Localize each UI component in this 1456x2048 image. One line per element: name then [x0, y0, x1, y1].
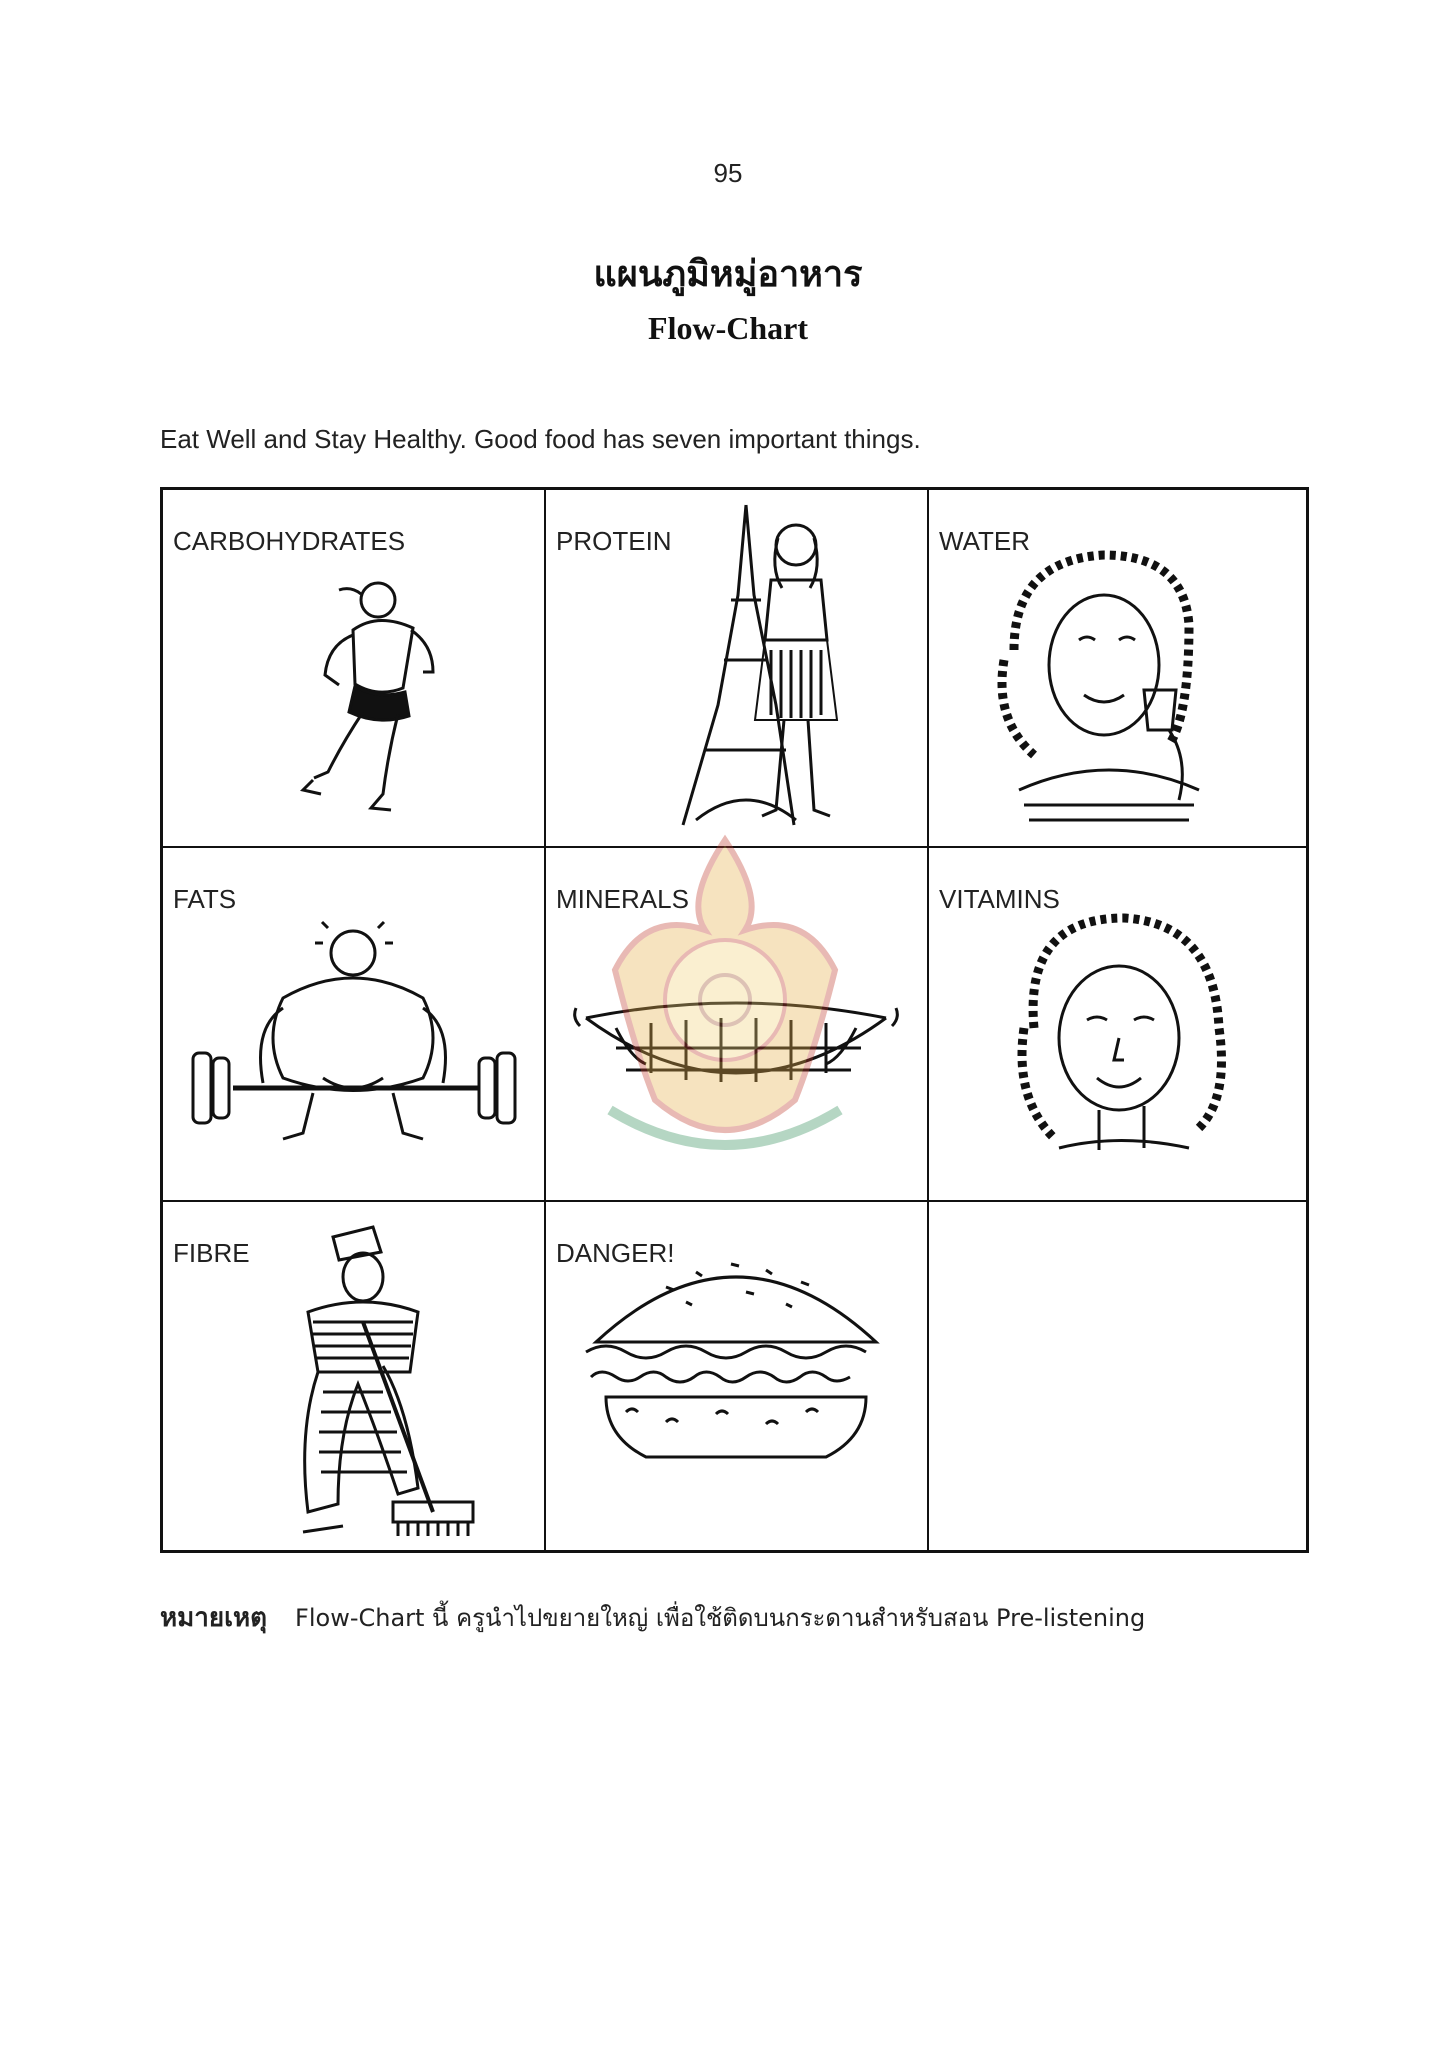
cell-label: FATS: [173, 884, 237, 914]
cell-label: WATER: [939, 526, 1030, 556]
cell-fibre: [163, 1202, 546, 1550]
footnote-label: หมายเหตุ: [160, 1603, 268, 1633]
page-title-thai: แผนภูมิหมู่อาหาร: [593, 254, 863, 295]
cell-vitamins: [929, 848, 1306, 1202]
cell-empty: [929, 1202, 1306, 1550]
cell-label: VITAMINS: [939, 884, 1060, 914]
page-title-english: Flow-Chart: [648, 310, 808, 346]
intro-text: Eat Well and Stay Healthy. Good food has seven important things.: [160, 424, 921, 454]
cell-label: CARBOHYDRATES: [173, 526, 406, 556]
footnote-text: Flow-Chart นี้ ครูนำไปขยายใหญ่ เพื่อใช้ติดบนกระดานสำหรับสอน Pre-listening: [295, 1604, 1146, 1632]
cell-label: DANGER!: [556, 1238, 675, 1268]
cell-danger: [546, 1202, 929, 1550]
cell-label: PROTEIN: [556, 526, 672, 556]
footnote: [160, 1597, 1145, 1638]
cell-fats: [163, 848, 546, 1202]
page-number: 95: [713, 158, 743, 188]
cell-water: [929, 490, 1306, 848]
cell-protein: [546, 490, 929, 848]
cell-label: MINERALS: [556, 884, 689, 914]
cell-label: FIBRE: [173, 1238, 250, 1268]
cell-carbohydrates: [163, 490, 546, 848]
